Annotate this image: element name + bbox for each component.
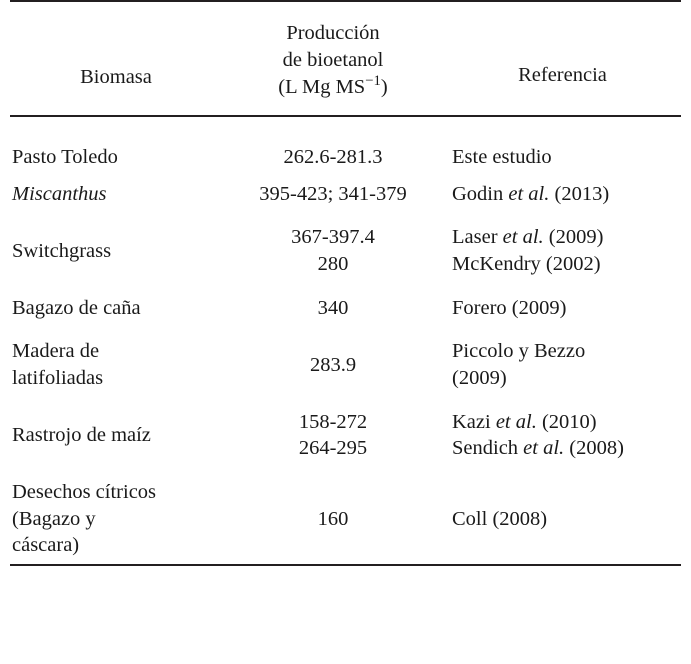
- biomass-name: Desechos cítricos: [12, 480, 157, 503]
- units-exponent: −1: [365, 73, 381, 90]
- column-header-referencia-label: Referencia: [518, 64, 607, 87]
- biomass-ethanol-table: [10, 0, 681, 566]
- cell-biomasa: [10, 467, 222, 565]
- production-value: 160: [317, 507, 349, 530]
- table-row: [10, 176, 681, 213]
- reference-text-alt: Sendich et al. (2008): [452, 437, 624, 460]
- reference-text: Este estudio: [452, 146, 552, 169]
- cell-produccion: [222, 176, 444, 213]
- production-value: 283.9: [309, 353, 357, 376]
- biomass-name-cont2: cáscara): [12, 534, 80, 557]
- cell-referencia: [444, 212, 681, 282]
- cell-referencia: [444, 467, 681, 565]
- reference-text-alt: McKendry (2002): [452, 253, 601, 276]
- column-header-produccion-line2: de bioetanol: [282, 49, 384, 72]
- column-header-produccion-line1: Producción: [286, 22, 380, 44]
- production-value-alt: 280: [317, 253, 349, 276]
- cell-produccion: [222, 326, 444, 396]
- table-row: [10, 397, 681, 467]
- cell-referencia: [444, 176, 681, 213]
- cell-biomasa: [10, 283, 222, 327]
- biomass-name: Bagazo de caña: [12, 296, 141, 319]
- cell-biomasa: [10, 397, 222, 467]
- cell-referencia: [444, 326, 681, 396]
- cell-biomasa: [10, 326, 222, 396]
- header-gap-row: [10, 116, 681, 139]
- table-body: [10, 116, 681, 565]
- reference-text: Coll (2008): [452, 507, 548, 530]
- cell-referencia: [444, 139, 681, 176]
- cell-referencia: [444, 397, 681, 467]
- cell-referencia: [444, 283, 681, 327]
- cell-produccion: [222, 283, 444, 327]
- reference-text: Kazi et al. (2010): [452, 410, 597, 433]
- spacer-cell: [10, 116, 222, 139]
- reference-text: Godin et al. (2013): [452, 182, 610, 205]
- production-value: 158-272: [298, 410, 368, 433]
- biomass-name: Switchgrass: [12, 239, 112, 262]
- biomass-name-cont: (Bagazo y: [12, 507, 96, 530]
- spacer-cell: [222, 116, 444, 139]
- biomass-name-cont: latifoliadas: [12, 366, 104, 389]
- column-header-biomasa-label: Biomasa: [80, 66, 152, 89]
- header-row: [10, 1, 681, 116]
- biomass-name: Pasto Toledo: [12, 146, 118, 169]
- spacer-cell: [444, 116, 681, 139]
- production-value: 367-397.4: [291, 226, 375, 249]
- cell-produccion: [222, 212, 444, 282]
- column-header-referencia: [444, 1, 681, 116]
- production-value: 340: [317, 296, 349, 319]
- cell-biomasa: [10, 176, 222, 213]
- table-row: [10, 326, 681, 396]
- table-row: [10, 467, 681, 565]
- units-prefix: (L Mg MS: [278, 76, 366, 99]
- table-row: [10, 139, 681, 176]
- cell-biomasa: [10, 212, 222, 282]
- biomass-name: Rastrojo de maíz: [12, 423, 151, 446]
- cell-produccion: [222, 397, 444, 467]
- production-value: 262.6-281.3: [283, 146, 383, 169]
- reference-text: Laser et al. (2009): [452, 226, 604, 249]
- table-row: [10, 283, 681, 327]
- biomass-name: Madera de: [12, 340, 100, 363]
- reference-text: Piccolo y Bezzo: [452, 340, 586, 363]
- reference-text: Forero (2009): [452, 296, 567, 319]
- column-header-biomasa: [10, 1, 222, 116]
- production-value-alt: 264-295: [298, 437, 368, 460]
- cell-biomasa: [10, 139, 222, 176]
- table-row: [10, 212, 681, 282]
- production-value: 395-423; 341-379: [259, 182, 407, 205]
- table-header: [10, 1, 681, 116]
- cell-produccion: [222, 139, 444, 176]
- cell-produccion: [222, 467, 444, 565]
- column-header-produccion-units: [226, 74, 440, 101]
- biomass-name: Miscanthus: [12, 182, 107, 205]
- column-header-produccion: [222, 1, 444, 116]
- reference-text-cont: (2009): [452, 366, 507, 389]
- units-suffix: ): [380, 76, 388, 99]
